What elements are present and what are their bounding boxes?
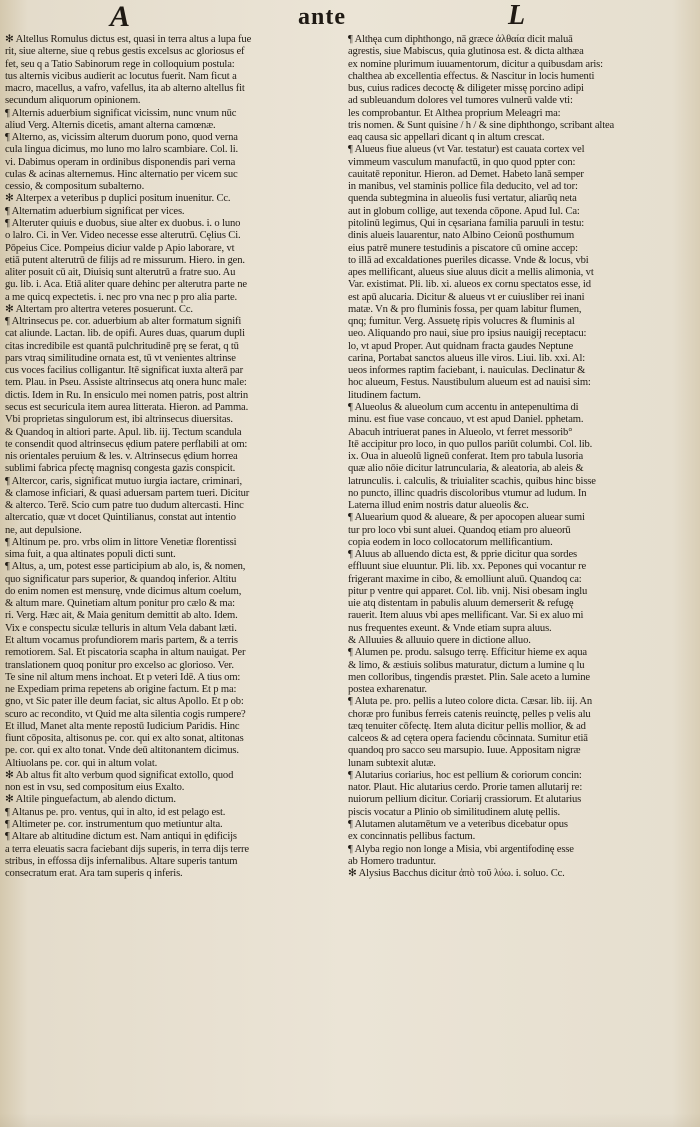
text-line: ¶ Alteruter quiuis e duobus, siue alter ex duobus. i. o luno xyxy=(5,217,241,229)
text-line: tur pro loco vbi sunt aluei. Quandoq etiam pro alueorū xyxy=(348,524,571,536)
text-line: ri. Verg. Hæc ait, & Maia genitum demittit ab alto. Idem. xyxy=(5,610,238,622)
text-line: ab Homero traduntur. xyxy=(348,855,436,867)
text-line: secundum aliquorum opinionem. xyxy=(5,95,141,107)
text-line: Vbi proprietas singulorum est, ibi altrinsecus diuersitas. xyxy=(5,414,233,426)
text-line: ¶ Aluus ab alluendo dicta est, & pprie dicitur qua sordes xyxy=(348,549,577,561)
text-line: ✻ Altellus Romulus dictus est, quasi in terra altus a lupa fue xyxy=(5,34,252,45)
text-line: no puncto, illinc quadris discoloribus vtumur ad ludum. In xyxy=(348,487,587,499)
text-line: eaq causa sic appellari dicant q in altum crescat. xyxy=(348,132,545,144)
text-line: Abacuh intriuerat panes in Alueolo, vt ferret messorib° xyxy=(348,426,573,438)
text-line: aut in globum collige, aut texenda cōpone. Apud Iul. Ca: xyxy=(348,205,580,217)
text-line: ¶ Alterno, as, vicissim alterum duorum pono, quod verna xyxy=(5,132,238,144)
text-line: ¶ Altus, a, um, potest esse participium ab alo, is, & nomen, xyxy=(5,561,246,573)
text-line: & alterco. Terē. Scio cum patre tuo dudum altercasti. Hinc xyxy=(5,500,244,512)
text-line: ix. Oua in alueolū ligneū conferat. Item pro tabula lusoria xyxy=(348,451,584,463)
header-left-letter: A xyxy=(110,0,131,33)
text-line: ¶ Althęa cum diphthongo, nā græce ἀλθαία dicit maluā xyxy=(348,34,573,45)
text-line: translationem quoq ponitur pro excelso ac glorioso. Ver. xyxy=(5,659,234,671)
text-line: chalthea ab excellentia effectus. & Nascitur in locis humenti xyxy=(348,70,595,82)
text-line: macro, macellus, a vafro, vafellus, ita ab alterno altellus fit xyxy=(5,83,245,95)
text-line: eius patrē munere testudinis a piscatore cū omine accep: xyxy=(348,242,578,254)
text-line: altercatio, quæ vt docet Quintilianus, constat aut intentio xyxy=(5,512,236,524)
text-line: Vix e conspectu siculæ telluris in altum Vela dabant læti. xyxy=(5,622,237,634)
text-line: cauitatē reponitur. Hieron. ad Demet. Habeto lanā semper xyxy=(348,168,584,180)
text-line: men colloribus, tingendis præstet. Plin. Sale aceto a lumine xyxy=(348,671,590,683)
text-line: etiā putent alterutrū de filijs ad re missurum. Hiero. in gen. xyxy=(5,254,245,266)
text-line: les comprobantur. Et Althea proprium Meleagri ma: xyxy=(348,107,561,119)
text-line: & clamose inficiari, & quasi aduersam partem tueri. Dicitur xyxy=(5,487,250,499)
text-line: calceos & ad cętera opera faciendu cōcinnata. Sumitur etiā xyxy=(348,733,588,745)
text-line: sublimi fabrica pfectę magnisq congesta gazis conspicit. xyxy=(5,463,236,475)
text-line: tus alternis vicibus audierit ac locutus fuerit. Nam ficut a xyxy=(5,70,237,82)
text-line: tæq tenuiter cōfectę. Item aluta dicitur pellis mollior, & ad xyxy=(348,720,586,732)
text-line: cus voces facilius colligantur. Itē significat iuxta alterā par xyxy=(5,365,243,377)
text-line: cula lingua dicimus, mo luno mo lalro scambiare. Col. li. xyxy=(5,144,239,156)
text-line: fiunt cōposita, altisonus pe. cor. qui ex alto sonat, altitonas xyxy=(5,733,244,745)
text-line: ¶ Alternatim aduerbium significat per vices. xyxy=(5,205,185,217)
text-line: postea exharenatur. xyxy=(348,684,427,696)
text-line: agrestis, siue Mabiscus, quia glutinosa est. & dicta althæa xyxy=(348,46,584,58)
text-line: tris nomen. & Sunt quisine / h / & sine diphthongo, scribant altea xyxy=(348,119,615,131)
text-line: Te sine nil altum mens inchoat. Et p veteri Idē. A tius om: xyxy=(5,671,241,683)
text-line: nis orientales peruium & les. v. Altrinsecus ędium horrea xyxy=(5,451,238,463)
text-line: pars vtraq similitudine ornata est, tū vt venientes altrinse xyxy=(5,352,236,364)
text-line: vi. Dabimus operam in ordinibus disponendis pari verna xyxy=(5,156,236,168)
text-line: do enim nomen est mensurę, vnde dicimus altum coelum, xyxy=(5,585,242,597)
text-line: lo, vt apud Proper. Aut quidnam fracta gaudes Neptune xyxy=(348,340,574,352)
text-line: Itē accipitur pro loco, in quo pullos pariūt columbi. Col. lib. xyxy=(348,438,593,450)
text-line: copia eodem in loco collocatorum mellificantium. xyxy=(348,536,553,548)
text-line: aliud Verg. Alternis dicetis, amant alterna camœnæ. xyxy=(5,119,216,131)
text-line: secus est securicula item aurea litterata. Hieron. ad Pamma. xyxy=(5,401,249,413)
text-line: Pōpeius Cice. Pompeius diciur valde p Apio laborare, vt xyxy=(5,242,235,254)
text-line: gu. lib. i. Aca. Etiā aliter quare dehinc per alterutra parte ne xyxy=(5,279,247,291)
text-line: piscis vocatur a Plinio ob similitudinem alutę pellis. xyxy=(348,806,560,818)
text-line: ✻ Alterpex a veteribus p duplici positum inuenitur. Cc. xyxy=(5,193,231,205)
text-line: nuiorum pellium dicitur. Coriarij crassiorum. Et alutarius xyxy=(348,794,582,806)
text-line: ✻ Ab altus fit alto verbum quod significat extollo, quod xyxy=(5,769,234,781)
text-line: stribus, in effossa dijs infernalibus. Altare superis tantum xyxy=(5,855,238,867)
text-line: scuro ac recondito, vt Quid me alta silentia cogis rumpere? xyxy=(5,708,246,720)
text-line: Et illud, Manet alta mente repostū Iudicium Paridis. Hinc xyxy=(5,720,240,732)
text-line: hoc alueum, Festus. Naustibulum alueum est ad nauisi sim: xyxy=(348,377,591,389)
header-title: ante xyxy=(298,4,346,30)
text-line: dictis. Idem in Ru. In ensiculo mei nomen patris, post altrin xyxy=(5,389,249,401)
text-line: ueos informes raptim faciebant, i. nauiculas. Declinatur & xyxy=(348,365,586,377)
text-line: Var. existimat. Pli. lib. xi. alueos ex cornu spectatos esse, id xyxy=(348,279,591,291)
text-line: choræ pro funibus ferreis catenis reuinctę, pelles p velis alu xyxy=(348,708,591,720)
text-line: ✻ Alysius Bacchus dicitur ἀπὸ τοῦ λύω. i. soluo. Cc. xyxy=(348,868,565,880)
text-line: culas & acinas alternemus. Hinc alternatio per vicem suc xyxy=(5,168,238,180)
text-line: fet, seu q a Tatio Sabinorum rege in colloquium postula: xyxy=(5,58,235,70)
text-line: & limo, & æstiuis solibus maturatur, dictum a lumine q lu xyxy=(348,659,585,671)
text-line: litudinem factum. xyxy=(348,389,421,401)
text-line: quandoq pro sacco seu marsupio. Iuue. Appositam nigræ xyxy=(348,745,581,757)
text-line: carina, Portabat sanctos alueus ille viros. Liui. lib. xxi. Al: xyxy=(348,352,586,364)
text-line: citas incredibile est quantā pulchritudinē prę se ferat, q tū xyxy=(5,340,239,352)
text-line: remotiorem. Sal. Et piscatoria scapha in altum nauigat. Per xyxy=(5,647,246,659)
text-line: cat aliunde. Lactan. lib. de opifi. Aures duas, quarum dupli xyxy=(5,328,245,340)
left-text-column xyxy=(5,34,347,1114)
text-line: non est in vsu, sed compositum eius Exalto. xyxy=(5,782,185,794)
text-line: to illā ad excaldationes pueriles dicasse. Vnde & locus, vbi xyxy=(348,254,589,266)
text-line: ¶ Aluearium quod & alueare, & per apocopen aluear sumi xyxy=(348,512,585,524)
text-line: te consendit quod altrinsecus ędium patere perflabili at om: xyxy=(5,438,248,450)
text-line: lunam subtexit alutæ. xyxy=(348,757,436,769)
text-line: quo significatur pars superior, & quandoq inferior. Altitu xyxy=(5,573,237,585)
page-bottom-edge xyxy=(0,1113,700,1127)
text-line: frigerant maxime in cibo, & emolliunt aluū. Quandoq ca: xyxy=(348,573,582,585)
text-line: cessio, & compositum subalterno. xyxy=(5,181,145,193)
text-line: ¶ Alyba regio non longe a Misia, vbi argentifodinę esse xyxy=(348,843,574,855)
text-line: ¶ Aluta pe. pro. pellis a luteo colore dicta. Cæsar. lib. iij. An xyxy=(348,696,592,708)
text-line: rit, siue alterne, siue q rebus gestis excelsus ac gloriosus ef xyxy=(5,46,245,58)
text-line: effluunt siue eluuntur. Pli. lib. xx. Pepones qui vocantur re xyxy=(348,561,587,573)
text-line: ¶ Alumen pe. produ. salsugo terrę. Efficitur hieme ex aqua xyxy=(348,647,587,659)
text-line: ¶ Altimeter pe. cor. instrumentum quo metiuntur alta. xyxy=(5,819,223,830)
text-line: ne, aut depulsione. xyxy=(5,524,82,536)
text-line: aliter posuit cū ait, Diuisiq sunt alterutrū a fratre suo. Au xyxy=(5,267,236,279)
text-line: pitur p ventre qui apparet. Col. lib. vnij. Nisi obesam inglu xyxy=(348,585,588,597)
text-line: dinis alueis lauarentur, nato Albino Ceionū posthumum xyxy=(348,230,575,242)
text-line: ex concinnatis pellibus factum. xyxy=(348,831,476,843)
text-line: in manibus, vel staminis pollice fila deducito, vel ad tor: xyxy=(348,181,578,193)
right-text-column xyxy=(348,34,690,1114)
text-line: qnq; fumitur. Verg. Assuetę ripis volucres & fluminis al xyxy=(348,316,575,328)
header-right-letter: L xyxy=(508,0,526,31)
text-line: & altum mare. Quinetiam altum ponitur pro cælo & ma: xyxy=(5,598,235,610)
text-line: & Alluuies & alluuio quere in dictione alluo. xyxy=(348,635,531,647)
text-line: ad subleuandum dolores vel tumores vulnerū valde vti: xyxy=(348,95,573,107)
text-line: ¶ Alueolus & alueolum cum accentu in antepenultima di xyxy=(348,401,579,413)
text-line: ¶ Altinum pe. pro. vrbs olim in littore Venetiæ florentissi xyxy=(5,536,237,548)
text-line: o lalro. Ci. in Ver. Video necesse esse alterutrū. Cęlius Ci. xyxy=(5,230,241,242)
text-line: pitolinū legimus, Qui in cęsariana familia paruuli in testu: xyxy=(348,217,585,229)
text-line: ¶ Altare ab altitudine dictum est. Nam antiqui in ędificijs xyxy=(5,831,237,843)
text-line: Et altum vocamus profundiorem maris partem, & a terris xyxy=(5,635,238,647)
text-line: vimmeum vasculum manufactū, in quo quod ppter con: xyxy=(348,156,576,168)
text-line: & Quandoq in altiori parte. Apul. lib. iij. Tectum scandula xyxy=(5,426,242,438)
text-line: ¶ Alternis aduerbium significat vicissim, nunc vnum nūc xyxy=(5,107,237,119)
text-line: gno, vt Sic pater ille deum faciat, sic altus Apollo. Et p ob: xyxy=(5,696,244,708)
text-line: quenda subtegmina in alueolis fusi vertatur, aliarūq neta xyxy=(348,193,577,205)
text-line: a me quicq expectetis. i. nec pro vna nec p pro alia parte. xyxy=(5,291,238,303)
text-line: bus, cuius radices decoctę & diligeter missę porcino adipi xyxy=(348,83,584,95)
text-line: Laterna illud enim nostris datur alueolis &c. xyxy=(348,500,529,512)
text-line: nus frequentes exeunt. & Vnde etiam supra aluus. xyxy=(348,622,552,634)
text-line: ne Expediam prima repetens ab origine factum. Et p ma: xyxy=(5,684,237,696)
text-line: consecratum erat. Ara tam superis q inferis. xyxy=(5,868,183,880)
text-line: ✻ Altertam pro altertra veteres posuerunt. Cc. xyxy=(5,303,193,315)
text-line: pe. cor. qui ex alto tonat. Vnde deū altitonantem dicimus. xyxy=(5,745,239,757)
text-line: a terra eleuatis sacra faciebant dijs superis, in terra dijs terre xyxy=(5,843,249,855)
text-line: ¶ Altanus pe. pro. ventus, qui in alto, id est pelago est. xyxy=(5,806,226,818)
text-line: apes mellificant, alueus siue aluus dicit a mellis alimonia, vt xyxy=(348,267,594,279)
text-line: ¶ Alutarius coriarius, hoc est pellium & coriorum concin: xyxy=(348,769,582,781)
text-line: ueo. Aliquando pro naui, siue pro ipsius nauigij receptacu: xyxy=(348,328,587,340)
text-line: ex nomine plurimum iuuamentorum, dicitur a quibusdam aris: xyxy=(348,58,603,70)
text-line: ¶ Alueus fiue alueus (vt Var. testatur) est cauata cortex vel xyxy=(348,144,585,156)
text-line: sima fuit, a qua altinates populi dicti sunt. xyxy=(5,549,176,561)
text-line: quæ alio nōie dicitur latruncularia, & aleatoria, ab aleis & xyxy=(348,463,584,475)
text-line: ✻ Altile pinguefactum, ab alendo dictum. xyxy=(5,794,176,806)
text-line: ¶ Altercor, caris, significat mutuo iurgia iactare, criminari, xyxy=(5,475,242,487)
text-line: ¶ Altrinsecus pe. cor. aduerbium ab alter formatum signifi xyxy=(5,316,242,328)
text-line: est apū alucaria. Dicitur & alueus vt er cuiusliber rei inani xyxy=(348,291,585,303)
text-line: matæ. Vn & pro fluminis fossa, per quam labitur flumen, xyxy=(348,303,582,315)
text-line: Altiuolans pe. cor. qui in altum volat. xyxy=(5,757,158,769)
text-line: uie atq distentam in pabulis aluum demerserit & refugę xyxy=(348,598,574,610)
text-line: rauerit. Item aluus vbi apes mellificant. Var. Si ex aluo mi xyxy=(348,610,584,622)
text-line: tem. Plau. in Pseu. Assiste altrinsecus atq onera hunc male: xyxy=(5,377,247,389)
text-line: nator. Plaut. Hic alutarius cerdo. Prorie tamen allutarij re: xyxy=(348,782,583,794)
page-header xyxy=(0,2,700,32)
text-line: ¶ Alutamen alutamētum ve a veteribus dicebatur opus xyxy=(348,819,568,830)
text-line: latrunculis. i. calculis, & triuialiter scachis, quibus hinc bisse xyxy=(348,475,596,487)
text-line: minu. est fiue vase concauo, vt est apud Daniel. pphetam. xyxy=(348,414,584,426)
